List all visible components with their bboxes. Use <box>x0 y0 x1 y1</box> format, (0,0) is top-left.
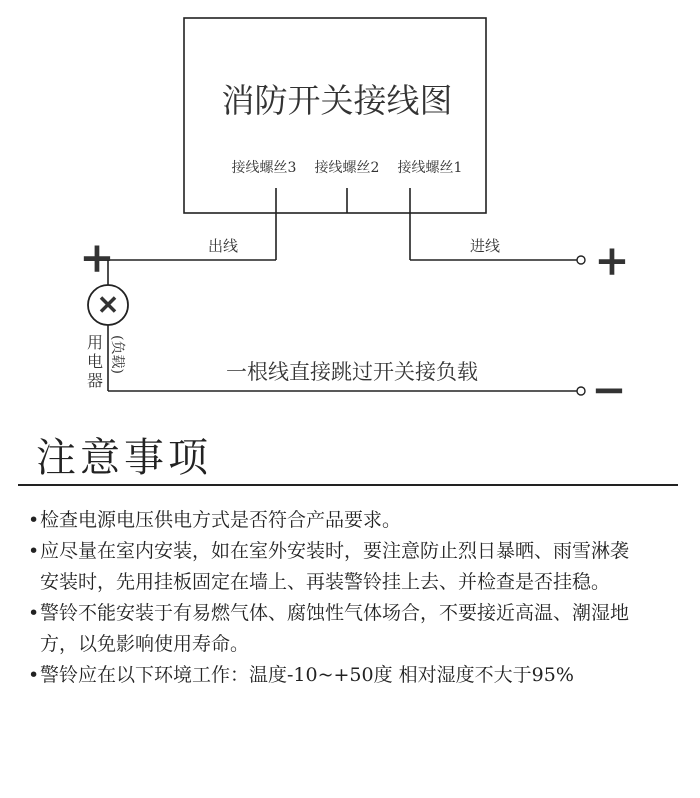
note-bullet: • <box>28 540 40 562</box>
note-text: 警铃应在以下环境工作：温度-10~+50度 相对湿度不大于95% <box>40 664 574 686</box>
screw-label-2: 接线螺丝2 <box>314 160 380 176</box>
load-name-char-2: 电 <box>86 352 104 371</box>
right-plus-sign: + <box>594 236 630 285</box>
note-item <box>28 505 688 536</box>
note-text: 警铃不能安装于有易燃气体、腐蚀性气体场合，不要接近高温、潮湿地 <box>40 602 630 624</box>
left-plus-sign: + <box>79 233 115 282</box>
load-note: (负载) <box>109 335 125 374</box>
diagram-title: 消防开关接线图 <box>221 81 453 120</box>
screw-label-3: 接线螺丝3 <box>231 160 297 176</box>
note-bullet: • <box>28 509 40 531</box>
bypass-label: 一根线直接跳过开关接负载 <box>226 360 478 384</box>
load-name-char-3: 器 <box>86 371 104 390</box>
note-bullet: • <box>28 664 40 686</box>
negative-terminal <box>577 387 585 395</box>
notes-divider <box>18 484 678 486</box>
screw-label-1: 接线螺丝1 <box>397 160 463 176</box>
notes-title: 注意事项 <box>36 435 212 481</box>
minus-sign: − <box>591 365 627 414</box>
notes-list <box>28 505 688 691</box>
note-text-continued: 安装时，先用挂板固定在墙上、再装警铃挂上去、并检查是否挂稳。 <box>40 571 611 593</box>
load-name-char-1: 用 <box>86 333 104 352</box>
note-bullet: • <box>28 602 40 624</box>
note-text-continued: 方，以免影响使用寿命。 <box>40 633 250 655</box>
note-text: 应尽量在室内安装，如在室外安装时，要注意防止烈日暴晒、雨雪淋袭 <box>40 540 630 562</box>
incoming-terminal <box>577 256 585 264</box>
outgoing-label: 出线 <box>207 237 239 255</box>
load-cross: ✕ <box>97 291 119 321</box>
note-item <box>28 598 688 660</box>
note-text: 检查电源电压供电方式是否符合产品要求。 <box>40 509 402 531</box>
note-item <box>28 660 688 691</box>
incoming-label: 进线 <box>469 237 501 255</box>
note-item <box>28 536 688 598</box>
